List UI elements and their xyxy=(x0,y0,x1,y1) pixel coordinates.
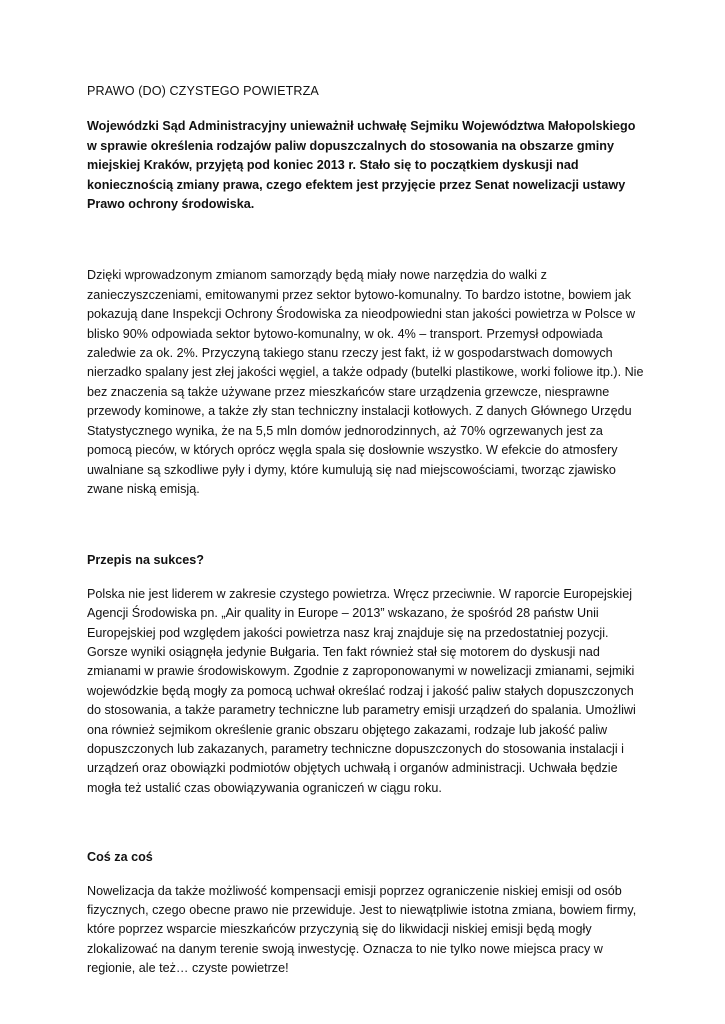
body-paragraph-2: Polska nie jest liderem w zakresie czystego powietrza. Wręcz przeciwnie. W raporcie Europejskiej Agencji Środowiska pn. „Air quality in Europe – 2013” wskazano, że spośród 28 państw Unii Europejskiej pod względem jakości powietrza nasz kraj znajduje się na przedostatniej pozycji. Gorsze wyniki osiągnęła jedynie Bułgaria. Ten fakt również stał się motorem do dyskusji nad zmianami w prawie środowiskowym. Zgodnie z zaproponowanymi w nowelizacji zmianami, sejmiki wojewódzkie będą mogły za pomocą uchwał określać rodzaj i jakość paliw stałych dopuszczonych do stosowania, a także parametry techniczne lub parametry emisji urządzeń do spalania. Umożliwi ona również sejmikom określenie granic obszaru objętego zakazami, rodzaje lub jakość paliw dopuszczonych lub zakazanych, parametry techniczne dopuszczonych do stosowania instalacji i urządzeń oraz obowiązki podmiotów objętych uchwałą i organów administracji. Uchwała będzie mogła też ustalić czas obowiązywania ograniczeń w ciągu roku. xyxy=(87,586,636,795)
document-title: PRAWO (DO) CZYSTEGO POWIETRZA xyxy=(87,84,319,98)
section-heading-cos-za-cos: Coś za coś xyxy=(87,850,153,865)
body-paragraph-1: Dzięki wprowadzonym zmianom samorządy będą miały nowe narzędzia do walki z zanieczyszczeniami, emitowanymi przez sektor bytowo-komunalny. To bardzo istotne, bowiem jak pokazują dane Inspekcji Ochrony Środowiska za nieodpowiedni stan jakości powietrza w Polsce w blisko 90% odpowiada sektor bytowo-komunalny, w ok. 4% – transport. Przemysł odpowiada zaledwie za ok. 2%. Przyczyną takiego stanu rzeczy jest fakt, iż w gospodarstwach domowych nierzadko spalany jest złej jakości węgiel, a także odpady (butelki plastikowe, worki foliowe itp.). Nie bez znaczenia są także używane przez mieszkańców stare urządzenia grzewcze, niesprawne przewody kominowe, a także zły stan techniczny instalacji kotłowych. Z danych Głównego Urzędu Statystycznego wynika, że na 5,5 mln domów jednorodzinnych, aż 70% ogrzewanych jest za pomocą pieców, w których oprócz węgla spala się dosłownie wszystko. W efekcie do atmosfery uwalniane są szkodliwe pyły i dymy, które kumulują się nad miejscowościami, tworząc zjawisko zwane niską emisją. xyxy=(87,268,644,496)
lead-paragraph: Wojewódzki Sąd Administracyjny unieważnił uchwałę Sejmiku Województwa Małopolskiego w sprawie określenia rodzajów paliw dopuszczalnych do stosowania na obszarze gminy miejskiej Kraków, przyjętą pod koniec 2013 r. Stało się to początkiem dyskusji nad koniecznością zmiany prawa, czego efektem jest przyjęcie przez Senat nowelizacji ustawy Prawo ochrony środowiska. xyxy=(87,119,636,212)
section-heading-przepis: Przepis na sukces? xyxy=(87,553,204,568)
document-page xyxy=(87,82,647,979)
body-paragraph-3: Nowelizacja da także możliwość kompensacji emisji poprzez ograniczenie niskiej emisji od osób fizycznych, czego obecne prawo nie przewiduje. Jest to niewątpliwie istotna zmiana, bowiem firmy, które poprzez wsparcie mieszkańców przyczynią się do likwidacji niskiej emisji będą mogły zlokalizować na danym terenie swoją inwestycję. Oznacza to nie tylko nowe miejsca pracy w regionie, ale też… czyste powietrze! xyxy=(87,883,637,976)
